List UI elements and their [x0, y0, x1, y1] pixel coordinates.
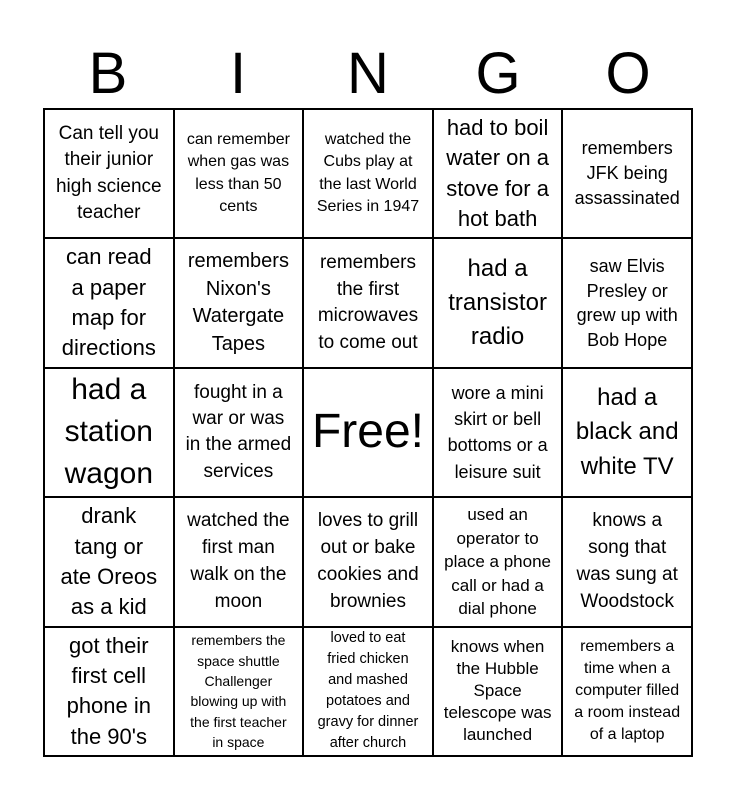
- bingo-cell: remembers Nixon's Watergate Tapes: [174, 238, 304, 367]
- bingo-cell: had a station wagon: [44, 368, 174, 497]
- bingo-cell: fought in a war or was in the armed services: [174, 368, 304, 497]
- bingo-cell: remembers the space shuttle Challenger blowing up with the first teacher in space: [174, 627, 304, 756]
- bingo-cell: can read a paper map for directions: [44, 238, 174, 367]
- bingo-cell: had a black and white TV: [562, 368, 692, 497]
- bingo-cell: saw Elvis Presley or grew up with Bob Hope: [562, 238, 692, 367]
- free-space-cell: Free!: [303, 368, 433, 497]
- bingo-cell: loves to grill out or bake cookies and brownies: [303, 497, 433, 626]
- bingo-cell: had a transistor radio: [433, 238, 563, 367]
- bingo-grid: [43, 108, 693, 757]
- bingo-cell: wore a mini skirt or bell bottoms or a leisure suit: [433, 368, 563, 497]
- header-letter-g: G: [475, 41, 521, 106]
- header-letter-o: O: [605, 41, 651, 106]
- bingo-cell: watched the first man walk on the moon: [174, 497, 304, 626]
- bingo-cell: got their first cell phone in the 90's: [44, 627, 174, 756]
- header-letter-b: B: [88, 41, 128, 106]
- bingo-cell: loved to eat fried chicken and mashed potatoes and gravy for dinner after church: [303, 627, 433, 756]
- bingo-cell: had to boil water on a stove for a hot bath: [433, 109, 563, 238]
- bingo-cell: remembers a time when a computer filled a room instead of a laptop: [562, 627, 692, 756]
- header-letter-n: N: [347, 41, 389, 106]
- bingo-cell: used an operator to place a phone call or had a dial phone: [433, 497, 563, 626]
- bingo-cell: remembers JFK being assassinated: [562, 109, 692, 238]
- bingo-cell: knows a song that was sung at Woodstock: [562, 497, 692, 626]
- bingo-header: [43, 40, 693, 108]
- bingo-cell: knows when the Hubble Space telescope was launched: [433, 627, 563, 756]
- bingo-cell: watched the Cubs play at the last World Series in 1947: [303, 109, 433, 238]
- bingo-cell: remembers the first microwaves to come out: [303, 238, 433, 367]
- header-letter-i: I: [229, 41, 247, 106]
- bingo-cell: drank tang or ate Oreos as a kid: [44, 497, 174, 626]
- bingo-cell: can remember when gas was less than 50 cents: [174, 109, 304, 238]
- bingo-cell: Can tell you their junior high science teacher: [44, 109, 174, 238]
